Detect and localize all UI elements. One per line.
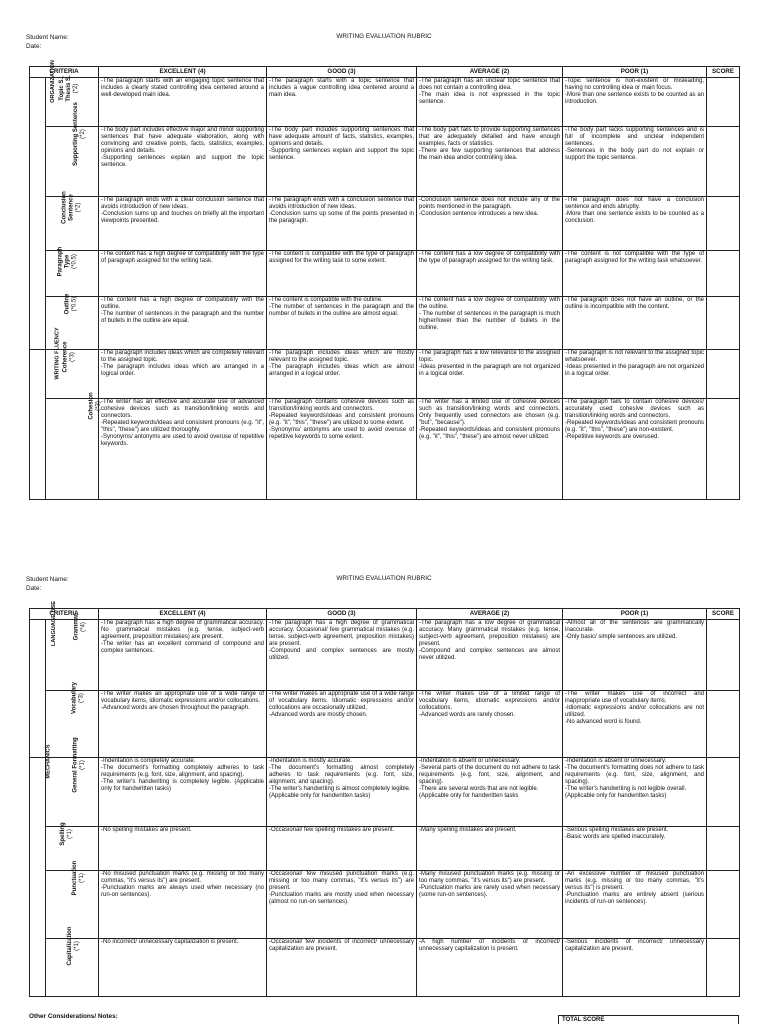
descriptor-cell: [563, 78, 707, 127]
descriptor-cell: [417, 691, 563, 758]
descriptor-text: -The body part includes supporting sentences that have adequate amount of facts, statistics, examples, opinions and details. -Supporting sentences explain and support the topic sentence.: [269, 127, 414, 162]
rubric-row: [30, 827, 740, 871]
descriptor-cell: [417, 827, 563, 871]
criterion-name: Paragraph Type: [57, 246, 71, 277]
header-row: [30, 67, 740, 78]
descriptor-cell: [417, 297, 563, 350]
criterion-weight: (*2): [80, 129, 86, 139]
descriptor-text: -The writer makes use of a limited range of vocabulary items, idiomatic expressions and/or collocations. -Advanced words are rarely chosen.: [419, 691, 560, 719]
descriptor-cell: [267, 127, 417, 197]
descriptor-text: -The paragraph ends with a clear conclusion sentence that avoids introduction of new ideas. -Conclusion sums up and touches on briefly all the important viewpoints presented.: [101, 197, 264, 225]
descriptor-text: -The paragraph has a low degree of grammatical accuracy. Many grammatical mistakes (e.g. tense, subject-verb agreement, preposition mistakes) are present. -Compound and complex sentences are almost never utilized.: [419, 620, 560, 662]
descriptor-text: -The paragraph includes ideas which are mostly relevant to the assigned topic. -The paragraph includes ideas which are almost arranged in a logical order.: [269, 350, 414, 378]
rubric-row: [30, 399, 740, 500]
descriptor-text: -The paragraph starts with an engaging topic sentence that includes a clearly stated controlling idea centered around a well-developed main idea.: [101, 78, 264, 99]
descriptor-cell: [99, 691, 267, 758]
descriptor-cell: [99, 350, 267, 399]
descriptor-text: -An excessive number of misused punctuation marks (e.g. missing or too many commas, "it's versus its") is present. -Punctuation marks are entirely absent (serious incidents of run-on sentences).: [565, 871, 704, 906]
column-header: SCORE: [707, 609, 740, 620]
descriptor-cell: [267, 350, 417, 399]
criteria-group-label: WRITING FLUENCY: [54, 327, 61, 380]
rubric-table-1: [29, 60, 740, 500]
descriptor-text: -The body part lacks supporting sentences and is full of incomplete and unclear independent sentences. -Sentences in the body part do not explain or support the topic sentence.: [565, 127, 704, 162]
header-row: [30, 609, 740, 620]
rubric-row: [30, 691, 740, 758]
criterion-weight: (*3): [69, 352, 76, 362]
notes-label: Other Considerations/ Notes:: [29, 1013, 118, 1020]
criterion-label: [72, 847, 86, 909]
criterion-weight: (*0.5): [71, 254, 78, 269]
descriptor-cell: [563, 827, 707, 871]
descriptor-cell: [99, 297, 267, 350]
score-cell[interactable]: [707, 127, 740, 197]
score-cell[interactable]: [707, 297, 740, 350]
descriptor-cell: [99, 197, 267, 251]
descriptor-text: -Occasional/ few incidents of incorrect/ unnecessary capitalization are present.: [269, 939, 414, 953]
descriptor-cell: [417, 350, 563, 399]
descriptor-text: -The content has a low degree of compatibility with the outline. - The number of sentences in the paragraph is much higher/lower than the number of bullets in the outline.: [419, 297, 560, 332]
descriptor-text: -The body part includes effective major and minor supporting sentences that have adequate elaboration, along with convincing and creative points, facts, statistics, examples, opinions and details. -Supporting sentences explain and support the topic sentence.: [101, 127, 264, 169]
descriptor-text: -The paragraph includes ideas which are completely relevant to the assigned topic. -The paragraph includes ideas which are arranged in a logical order.: [101, 350, 264, 378]
descriptor-text: -The writer makes an appropriate use of a wide range of vocabulary items. Idiomatic expressions and/or collocations are occasionally utilized. -Advanced words are mostly chosen.: [269, 691, 414, 719]
descriptor-cell: [267, 620, 417, 691]
descriptor-cell: [417, 197, 563, 251]
descriptor-cell: [267, 939, 417, 997]
descriptor-text: -Topic sentence is non-existent or misleading, having no controlling idea or main focus. -More than one sentence exists to be counted as an introduction.: [565, 78, 704, 106]
date-label: Date:: [26, 43, 42, 50]
descriptor-text: -The paragraph ends with a conclusion sentence that avoids introduction of new ideas. -Conclusion sums up some of the points presented in the paragraph.: [269, 197, 414, 225]
descriptor-text: -Many misused punctuation marks (e.g. missing or too many commas, "it's versus its") are present. -Punctuation marks are rarely used when necessary (some run-on sentences).: [419, 871, 560, 899]
descriptor-text: -The writer makes an appropriate use of a wide range of vocabulary items, idiomatic expressions and/or collocations. -Advanced words are chosen throughout the paragraph.: [101, 691, 264, 712]
score-cell[interactable]: [707, 197, 740, 251]
criterion-weight: (*2): [73, 83, 79, 94]
descriptor-text: -Almost all of the sentences are grammatically inaccurate. -Only basic/ simple sentences are utilized.: [565, 620, 704, 641]
descriptor-cell: [417, 871, 563, 939]
descriptor-text: -The content is compatible with the type of paragraph assigned for the writing task to some extent.: [269, 251, 414, 265]
descriptor-cell: [563, 758, 707, 827]
descriptor-cell: [99, 939, 267, 997]
score-cell[interactable]: [707, 620, 740, 691]
rubric-row: [30, 78, 740, 127]
rubric-row: [30, 197, 740, 251]
descriptor-cell: [267, 399, 417, 500]
descriptor-cell: [417, 620, 563, 691]
descriptor-text: -No incorrect/ unnecessary capitalization is present.: [101, 939, 239, 945]
rubric-row: [30, 871, 740, 939]
descriptor-cell: [563, 399, 707, 500]
criterion-label: [63, 336, 77, 379]
descriptor-cell: [563, 127, 707, 197]
descriptor-cell: [267, 827, 417, 871]
criterion-name: Capitalization: [67, 926, 73, 966]
descriptor-text: -Indentation is mostly accurate. -The document's formatting almost completely adheres to task requirements (e.g. font, size, alignment, and spacing). -The writer's handwriting is almost completely legible. (Applicable only for handwritten tasks): [269, 758, 414, 800]
descriptor-cell: [267, 871, 417, 939]
column-header: SCORE: [707, 67, 740, 78]
criterion-weight: (*1): [67, 829, 73, 839]
score-cell[interactable]: [707, 939, 740, 997]
descriptor-cell: [99, 78, 267, 127]
descriptor-text: -The content has a high degree of compatibility with the outline. -The number of sentences in the paragraph and the number of bullets in the outline are equal.: [101, 297, 264, 325]
descriptor-cell: [267, 691, 417, 758]
criteria-group-label: MECHANICS: [45, 744, 52, 779]
descriptor-text: -Occasional/ few spelling mistakes are present.: [269, 827, 395, 833]
rubric-title-2: WRITING EVALUATION RUBRIC: [336, 575, 432, 582]
column-header: EXCELLENT (4): [99, 67, 267, 78]
descriptor-cell: [417, 399, 563, 500]
criterion-name: Grammar: [73, 613, 80, 641]
score-cell[interactable]: [707, 350, 740, 399]
column-header: AVERAGE (2): [417, 609, 563, 620]
criterion-weight: (*3): [78, 693, 85, 703]
descriptor-cell: [267, 78, 417, 127]
descriptor-text: -Conclusion sentence does not include any of the points mentioned in the paragraph. -Conclusion sentence introduces a new idea.: [419, 197, 560, 218]
total-score-box: [558, 1015, 739, 1024]
descriptor-text: -The paragraph does not have an outline, or the outline is incompatible with the content.: [565, 297, 704, 311]
criterion-label: [73, 102, 87, 166]
descriptor-text: -The paragraph starts with a topic sentence that includes a vague controlling idea centered around a main idea.: [269, 78, 414, 99]
descriptor-cell: [99, 827, 267, 871]
criterion-name: Outline: [64, 293, 71, 315]
criteria-group-label: LANGUAGE USE: [51, 600, 58, 647]
criteria-group-label: ORGANIZATION: [49, 60, 56, 103]
descriptor-text: -A high number of incidents of incorrect/ unnecessary capitalization is present.: [419, 939, 560, 953]
criterion-label: [67, 920, 81, 972]
descriptor-text: -The writer has a limited use of cohesive devices such as transition/linking words and connectors. Only frequently used connectors are chosen (e.g. "but", "because"). -Repeated keywords/ideas and consistent pronouns (e.g. "it", "this", "these") are almost never utilized.: [419, 399, 560, 441]
score-cell[interactable]: [707, 78, 740, 127]
descriptor-cell: [417, 939, 563, 997]
descriptor-text: -The content has a low degree of compatibility with the type of paragraph assigned for the writing task.: [419, 251, 560, 265]
column-header: EXCELLENT (4): [99, 609, 267, 620]
descriptor-text: -The paragraph is not relevant to the assigned topic whatsoever. -Ideas presented in the paragraph are not organized in a logical order.: [565, 350, 704, 378]
descriptor-text: -The content is not compatible with the type of paragraph assigned for the writing task whatsoever.: [565, 251, 704, 265]
criterion-name: Vocabulary: [71, 682, 78, 714]
descriptor-text: -The content is compatible with the outline. -The number of sentences in the paragraph and the number of bullets in the outline are almost equal.: [269, 297, 414, 318]
descriptor-cell: [417, 127, 563, 197]
criterion-label: [74, 595, 88, 660]
descriptor-cell: [267, 297, 417, 350]
descriptor-text: -No misused punctuation marks (e.g. missing or too many commas, "it's versus its") are present. -Punctuation marks are always used when necessary (no run-on sentences).: [101, 871, 264, 899]
criterion-weight: (*4): [80, 622, 87, 632]
criterion-name: Punctuation: [72, 860, 78, 896]
descriptor-cell: [417, 78, 563, 127]
descriptor-cell: [99, 251, 267, 297]
descriptor-cell: [99, 620, 267, 691]
criterion-cell: [46, 926, 99, 997]
criterion-label: [73, 734, 87, 797]
column-header: GOOD (3): [267, 67, 417, 78]
descriptor-text: -The writer has an effective and accurate use of advanced cohesive devices such as transition/linking words and connectors. -Repeated keywords/ideas and consistent pronouns (e.g. "it", "this", "these") are utilized thoroughly. -Synonyms/ antonyms are used to avoid overuse of repetitive keywords.: [101, 399, 264, 448]
criterion-weight: (*2): [75, 202, 82, 213]
rubric-title: WRITING EVALUATION RUBRIC: [336, 33, 432, 40]
criterion-name: General Formatting: [72, 737, 79, 793]
criterion-label: [58, 242, 79, 282]
score-cell[interactable]: [707, 251, 740, 297]
descriptor-text: -The paragraph has a low relevance to the assigned topic. -Ideas presented in the paragraph are not organized in a logical order.: [419, 350, 560, 378]
criterion-weight: (*0.5): [71, 296, 78, 312]
column-header: CRITERIA: [30, 609, 99, 620]
rubric-row: [30, 350, 740, 399]
descriptor-text: -Indentation is absent or unnecessary. -The document's formatting does not adhere to task requirements (e.g. font, size, alignment, and spacing). -The writer's handwriting is not legible overall. (Applicable only for handwritten tasks): [565, 758, 704, 800]
descriptor-text: -The paragraph has an unclear topic sentence that does not contain a controlling idea. -The main idea is not expressed in the topic sentence.: [419, 78, 560, 106]
column-header: POOR (1): [563, 67, 707, 78]
rubric-table-2: [29, 600, 740, 997]
descriptor-cell: [99, 758, 267, 827]
criterion-label: [89, 359, 103, 454]
rubric-row: [30, 620, 740, 691]
total-score-label: TOTAL SCORE: [562, 1017, 605, 1023]
rubric-row: [30, 758, 740, 827]
descriptor-cell: [267, 197, 417, 251]
descriptor-text: -The content has a high degree of compatibility with the type of paragraph assigned for the writing task.: [101, 251, 264, 265]
descriptor-cell: [417, 758, 563, 827]
score-cell[interactable]: [707, 691, 740, 758]
descriptor-cell: [563, 197, 707, 251]
descriptor-cell: [417, 251, 563, 297]
criterion-name: Coherence: [62, 341, 69, 373]
criterion-name: Spelling: [60, 822, 66, 846]
descriptor-text: -Serious spelling mistakes are present. -Basic words are spelled inaccurately.: [565, 827, 669, 841]
descriptor-cell: [267, 251, 417, 297]
rubric-row: [30, 127, 740, 197]
descriptor-text: -The paragraph does not have a conclusion sentence and ends abruptly. -More than one sentence exists to be counted as a conclusion.: [565, 197, 704, 225]
descriptor-text: -Indentation is completely accurate. -The document's formatting completely adheres to task requirements (e.g. font, size, alignment, and spacing). -The writer's handwriting is completely legible. (Applicable only for handwritten tasks): [101, 758, 264, 793]
descriptor-text: -Serious incidents of incorrect/ unnecessary capitalization are present.: [565, 939, 704, 953]
column-header: POOR (1): [563, 609, 707, 620]
descriptor-cell: [563, 871, 707, 939]
descriptor-text: -The paragraph contains cohesive devices such as transition/linking words and connectors. -Repeated keywords/ideas and consistent pronouns (e.g. "it", "this", "these") are utilized to some extent. -Synonyms/ antonyms are used to avoid overuse of repetitive keywords to some extent.: [269, 399, 414, 441]
criterion-weight: (*1): [79, 760, 86, 770]
descriptor-cell: [99, 871, 267, 939]
criterion-name: Supporting Sentences: [73, 102, 79, 166]
rubric-row: [30, 297, 740, 350]
descriptor-text: -The paragraph has a high degree of grammatical accuracy. No grammatical mistakes (e.g. tense, subject-verb agreement, preposition mistakes) are present. -The writer has an excellent command of compound and complex sentences.: [101, 620, 264, 655]
score-cell[interactable]: [707, 871, 740, 939]
descriptor-cell: [99, 127, 267, 197]
descriptor-cell: [563, 297, 707, 350]
student-name-label: Student Name:: [26, 34, 69, 41]
criterion-name: Topic S., Thesis S.: [59, 75, 72, 102]
descriptor-cell: [563, 251, 707, 297]
descriptor-cell: [563, 691, 707, 758]
column-header: CRITERIA: [30, 67, 99, 78]
criterion-label: [72, 668, 86, 729]
date-label-2: Date:: [26, 585, 42, 592]
descriptor-cell: [99, 399, 267, 500]
descriptor-cell: [563, 939, 707, 997]
descriptor-text: -Indentation is absent or unnecessary. -Several parts of the document do not adhere to task requirements (e.g. font, size, alignment, and spacing). -There are several words that are not legible. (Applicable only for handwritten tasks: [419, 758, 560, 800]
descriptor-cell: [563, 620, 707, 691]
descriptor-text: -The paragraph has a high degree of grammatical accuracy. Occasional/ few grammatical mistakes (e.g. tense, subject-verb agreement, preposition mistakes) are present. -Compound and complex sentences are mostly utilized.: [269, 620, 414, 662]
descriptor-text: -The body part fails to provide supporting sentences that are adequately detailed and have enough examples, facts or statistics. -There are few supporting sentences that address the main idea and/or controlling idea.: [419, 127, 560, 162]
criterion-weight: (*1): [79, 873, 85, 883]
rubric-row: [30, 251, 740, 297]
criterion-name: Cohesion: [88, 392, 95, 420]
score-cell[interactable]: [707, 758, 740, 827]
criterion-label: [62, 184, 83, 232]
criterion-weight: (*3): [95, 401, 102, 411]
descriptor-cell: [267, 758, 417, 827]
descriptor-text: -No spelling mistakes are present.: [101, 827, 192, 833]
criterion-cell: [46, 392, 102, 500]
rubric-row: [30, 939, 740, 997]
descriptor-cell: [563, 350, 707, 399]
descriptor-text: -Occasional/ few misused punctuation marks (e.g. missing or too many commas, "it's versus its") are present. -Punctuation marks are mostly used when necessary (almost no run-on sentences).: [269, 871, 414, 906]
student-name-label-2: Student Name:: [26, 576, 69, 583]
criterion-weight: (*1): [74, 941, 80, 951]
descriptor-text: -The writer makes use of incorrect and inappropriate use of vocabulary items. -Idiomatic expressions and/or collocations are not utilized. -No advanced word is found.: [565, 691, 704, 726]
score-cell[interactable]: [707, 399, 740, 500]
criterion-label: [65, 281, 79, 328]
column-header: GOOD (3): [267, 609, 417, 620]
column-header: AVERAGE (2): [417, 67, 563, 78]
score-cell[interactable]: [707, 827, 740, 871]
descriptor-text: -Many spelling mistakes are present.: [419, 827, 517, 833]
criterion-name: Conclusion Sentence: [61, 191, 75, 224]
descriptor-text: -The paragraph fails to contain cohesive devices/ accurately used cohesive devices such as transition/linking words and connectors. -Repeated keywords/ideas and consistent pronouns (e.g. "it", "this", "these") are non-existent. -Repetitive keywords are overused.: [565, 399, 704, 441]
